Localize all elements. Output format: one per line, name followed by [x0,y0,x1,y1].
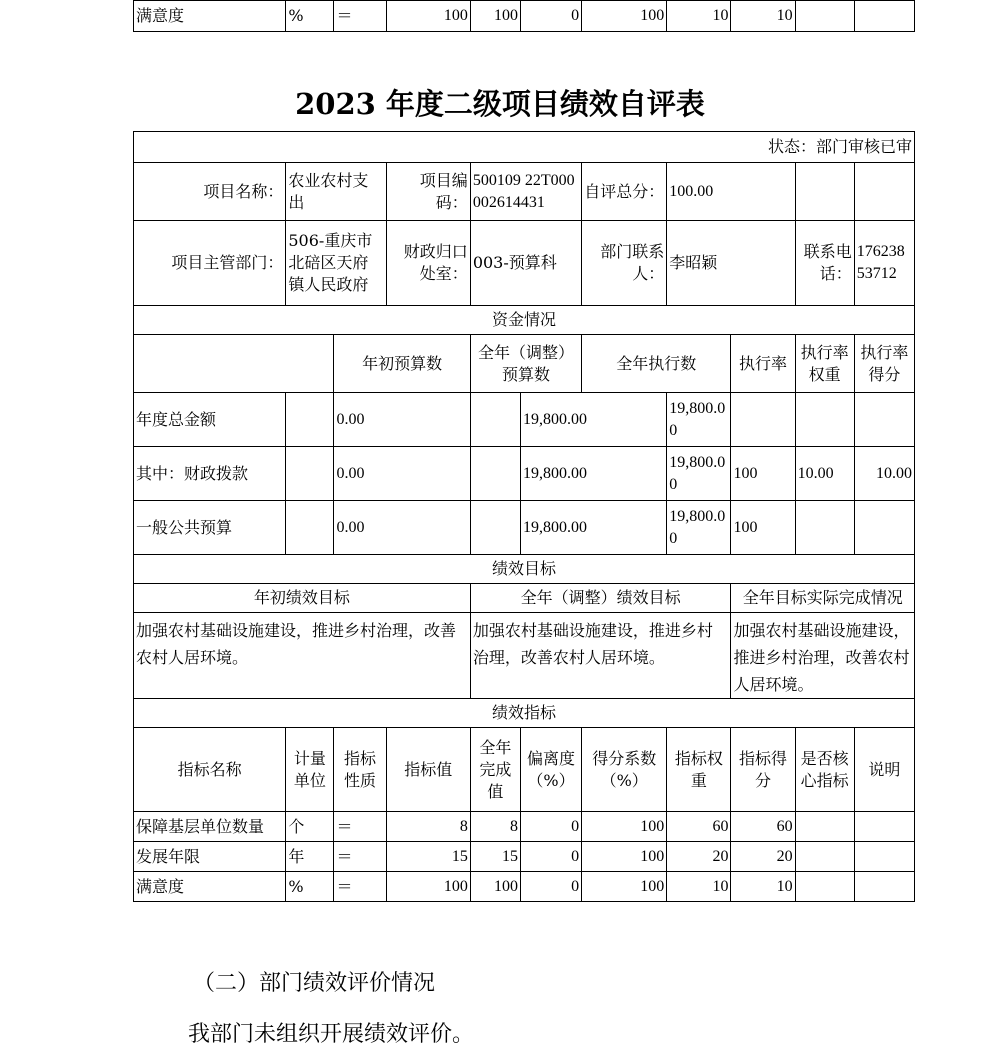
score: 60 [731,812,795,842]
exec-rate [731,393,795,447]
empty-cell [470,447,520,501]
project-code: 500109 22T000002614431 [470,163,581,221]
rate-weight [795,501,854,555]
target-value: 15 [386,842,470,872]
info-row-2 [134,221,915,306]
note [854,872,914,902]
note [854,1,914,32]
header-rate-score: 执行率得分 [854,335,914,393]
phone: 17623853712 [854,221,914,306]
indicator-name: 发展年限 [134,842,286,872]
executed-amount: 19,800.00 [667,501,731,555]
weight: 60 [667,812,731,842]
section-body: 我部门未组织开展绩效评价。 [188,1022,475,1047]
header-exec-rate: 执行率 [731,335,795,393]
header-core: 是否核心指标 [795,728,854,812]
project-name: 农业农村支出 [286,163,386,221]
info-row-1 [134,163,915,221]
score-coefficient: 100 [582,812,667,842]
completed-value: 100 [470,872,520,902]
header-note: 说明 [854,728,914,812]
completed-value: 15 [470,842,520,872]
empty-cell [795,163,854,221]
goals-heading-row [134,555,915,584]
header-indicator-name: 指标名称 [134,728,286,812]
page-title: 2023 年度二级项目绩效自评表 [295,87,705,121]
adjusted-goal-text: 加强农村基础设施建设，推进乡村治理，改善农村人居环境。 [470,613,731,699]
nature: ＝ [334,812,386,842]
initial-budget: 0.00 [334,501,470,555]
indicator-name: 满意度 [134,872,286,902]
score-coefficient: 100 [582,872,667,902]
rate-score [854,393,914,447]
score-coefficient: 100 [582,842,667,872]
empty-cell [286,501,334,555]
goals-header-row [134,584,915,613]
indicators-heading-row [134,699,915,728]
core-flag [795,842,854,872]
note [854,812,914,842]
rate-score: 10.00 [854,447,914,501]
deviation: 0 [520,842,581,872]
weight: 10 [667,1,731,32]
dept-label: 项目主管部门： [134,221,286,306]
exec-rate: 100 [731,501,795,555]
actual-completion-text: 加强农村基础设施建设，推进乡村治理，改善农村人居环境。 [731,613,915,699]
indicators-heading: 绩效指标 [134,699,915,728]
header-weight: 指标权重 [667,728,731,812]
target-value: 100 [386,1,470,32]
unit: 个 [286,812,334,842]
header-executed: 全年执行数 [582,335,731,393]
core-flag [795,812,854,842]
funds-label: 年度总金额 [134,393,286,447]
project-code-label: 项目编码： [386,163,470,221]
status-text: 状态：部门审核已审 [134,132,915,163]
deviation: 0 [520,872,581,902]
nature: ＝ [334,872,386,902]
adjusted-budget: 19,800.00 [520,501,666,555]
exec-rate: 100 [731,447,795,501]
weight: 10 [667,872,731,902]
score: 20 [731,842,795,872]
header-unit: 计量单位 [286,728,334,812]
executed-amount: 19,800.00 [667,447,731,501]
previous-table-fragment [133,0,915,32]
initial-budget: 0.00 [334,447,470,501]
rate-weight [795,393,854,447]
funds-row [134,447,915,501]
empty-cell [286,447,334,501]
deviation: 0 [520,812,581,842]
finance-office: 003-预算科 [470,221,581,306]
core-flag [795,1,854,32]
header-deviation: 偏离度（%） [520,728,581,812]
finance-label: 财政归口处室： [386,221,470,306]
initial-goal-text: 加强农村基础设施建设，推进乡村治理，改善农村人居环境。 [134,613,471,699]
core-flag [795,872,854,902]
empty-cell [286,393,334,447]
goals-text-row [134,613,915,699]
nature: ＝ [334,842,386,872]
header-score-coef: 得分系数（%） [582,728,667,812]
nature: ＝ [334,1,386,32]
self-score-label: 自评总分： [582,163,667,221]
indicators-header-row [134,728,915,812]
header-score: 指标得分 [731,728,795,812]
completed-value: 100 [470,1,520,32]
table-row [134,812,915,842]
project-name-label: 项目名称： [134,163,286,221]
note [854,842,914,872]
rate-weight: 10.00 [795,447,854,501]
completed-value: 8 [470,812,520,842]
funds-header-row [134,335,915,393]
header-target: 指标值 [386,728,470,812]
score: 10 [731,1,795,32]
empty-cell [134,335,334,393]
empty-cell [470,393,520,447]
table-row [134,842,915,872]
initial-budget: 0.00 [334,393,470,447]
executed-amount: 19,800.00 [667,393,731,447]
table-row [134,1,915,32]
empty-cell [470,501,520,555]
evaluation-table [133,131,915,902]
header-completed: 全年完成值 [470,728,520,812]
indicator-name: 保障基层单位数量 [134,812,286,842]
header-adjusted-goal: 全年（调整）绩效目标 [470,584,731,613]
status-row [134,132,915,163]
funds-label: 其中：财政拨款 [134,447,286,501]
funds-heading-row [134,306,915,335]
empty-cell [854,163,914,221]
adjusted-budget: 19,800.00 [520,447,666,501]
header-nature: 指标性质 [334,728,386,812]
funds-row [134,393,915,447]
self-score: 100.00 [667,163,795,221]
funds-label: 一般公共预算 [134,501,286,555]
deviation: 0 [520,1,581,32]
score-coefficient: 100 [582,1,667,32]
adjusted-budget: 19,800.00 [520,393,666,447]
table-row [134,872,915,902]
unit: 年 [286,842,334,872]
target-value: 100 [386,872,470,902]
score: 10 [731,872,795,902]
header-initial-budget: 年初预算数 [334,335,470,393]
funds-row [134,501,915,555]
header-adjusted-budget: 全年（调整）预算数 [470,335,581,393]
header-rate-weight: 执行率权重 [795,335,854,393]
weight: 20 [667,842,731,872]
header-actual-completion: 全年目标实际完成情况 [731,584,915,613]
funds-heading: 资金情况 [134,306,915,335]
phone-label: 联系电话： [795,221,854,306]
target-value: 8 [386,812,470,842]
indicator-name: 满意度 [134,1,286,32]
section-heading: （二）部门绩效评价情况 [193,971,436,996]
unit: % [286,872,334,902]
dept: 506-重庆市北碚区天府镇人民政府 [286,221,386,306]
header-initial-goal: 年初绩效目标 [134,584,471,613]
contact-person: 李昭颖 [667,221,795,306]
goals-heading: 绩效目标 [134,555,915,584]
unit: % [286,1,334,32]
contact-label: 部门联系人： [582,221,667,306]
rate-score [854,501,914,555]
